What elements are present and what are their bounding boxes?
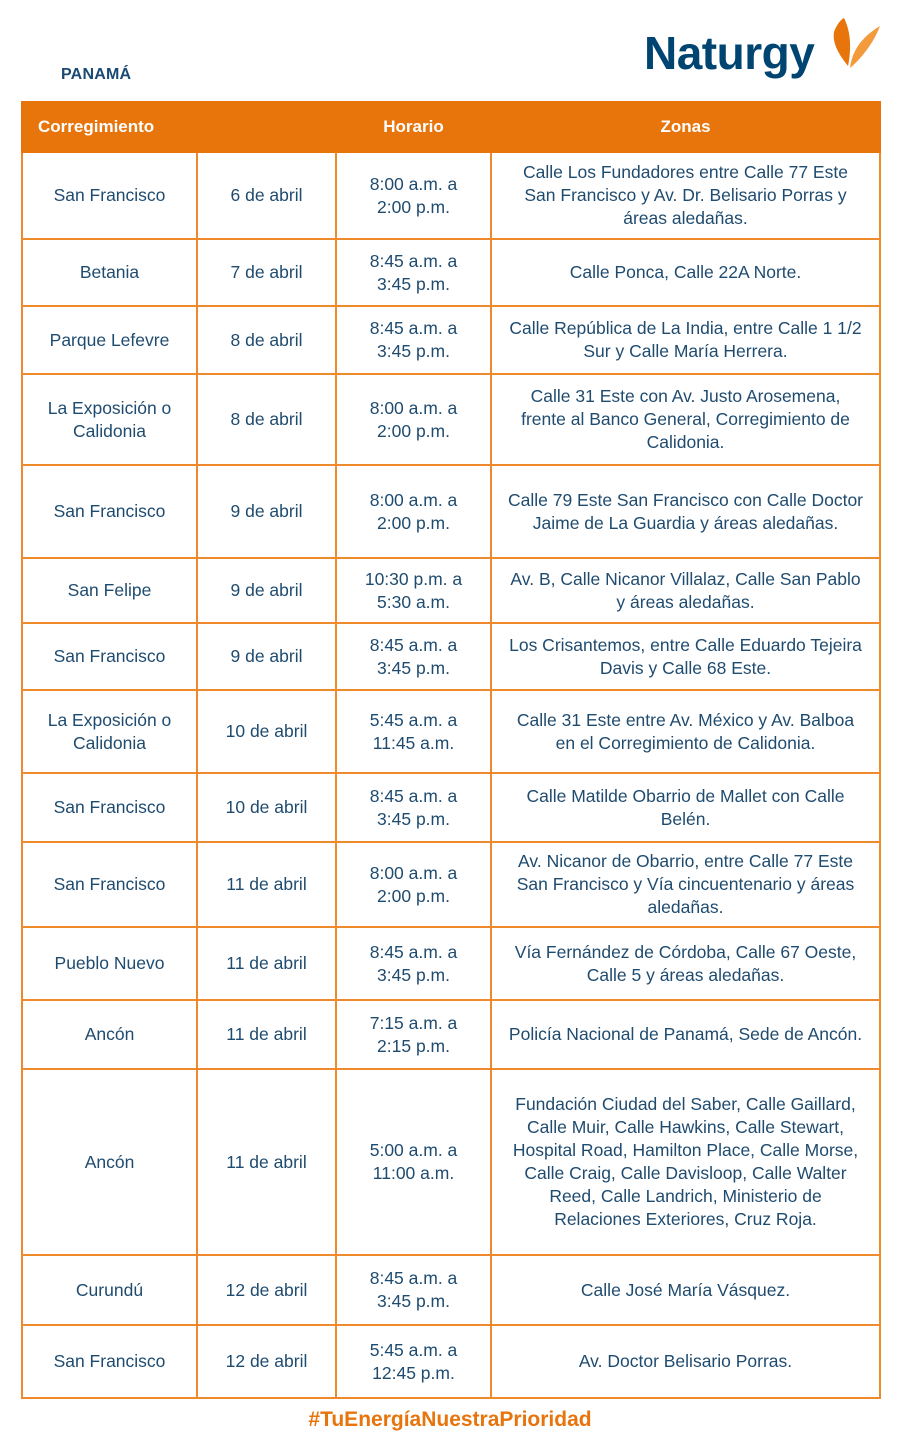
horario-fin: 2:00 p.m.: [377, 885, 450, 906]
cell-fecha: 12 de abril: [197, 1325, 336, 1398]
table-row: [22, 239, 880, 306]
cell-fecha: 6 de abril: [197, 152, 336, 239]
cell-horario: [336, 623, 491, 690]
cell-zonas: Policía Nacional de Panamá, Sede de Ancón.: [491, 1000, 880, 1069]
cell-fecha: 11 de abril: [197, 842, 336, 927]
horario-inicio: 8:45 a.m. a: [369, 941, 458, 962]
table-row: [22, 374, 880, 465]
cell-fecha: 9 de abril: [197, 623, 336, 690]
cell-zonas: Calle 31 Este con Av. Justo Arosemena, frente al Banco General, Corregimiento de Calidonia.: [491, 374, 880, 465]
column-header-horario: Horario: [336, 102, 491, 152]
cell-zonas: Vía Fernández de Córdoba, Calle 67 Oeste, Calle 5 y áreas aledañas.: [491, 927, 880, 1000]
cell-corregimiento: Betania: [22, 239, 197, 306]
table-row: [22, 690, 880, 773]
horario-inicio: 8:45 a.m. a: [369, 634, 458, 655]
cell-zonas: Calle Ponca, Calle 22A Norte.: [491, 239, 880, 306]
cell-fecha: 8 de abril: [197, 306, 336, 374]
cell-horario: [336, 374, 491, 465]
cell-fecha: 12 de abril: [197, 1255, 336, 1325]
cell-zonas: Fundación Ciudad del Saber, Calle Gaillard, Calle Muir, Calle Hawkins, Calle Stewart, Hospital Road, Hamilton Place, Calle Morse, Calle Craig, Calle Davisloop, Calle Walter Reed, Calle Landrich, Ministerio de Relaciones Exteriores, Cruz Roja.: [491, 1069, 880, 1255]
cell-corregimiento: Curundú: [22, 1255, 197, 1325]
cell-horario: [336, 1000, 491, 1069]
horario-inicio: 8:00 a.m. a: [369, 173, 458, 194]
cell-fecha: 10 de abril: [197, 773, 336, 842]
cell-corregimiento: La Exposición o Calidonia: [22, 374, 197, 465]
outage-schedule-table: [21, 101, 881, 1399]
horario-inicio: 8:45 a.m. a: [369, 1268, 458, 1288]
horario-fin: 2:00 p.m.: [377, 420, 450, 441]
horario-fin: 3:45 p.m.: [377, 657, 450, 678]
horario-inicio: 5:45 a.m. a: [369, 709, 458, 730]
cell-corregimiento: San Francisco: [22, 773, 197, 842]
cell-zonas: Calle 31 Este entre Av. México y Av. Balboa en el Corregimiento de Calidonia.: [491, 690, 880, 773]
horario-fin: 2:00 p.m.: [377, 196, 450, 217]
table-row: [22, 1325, 880, 1398]
table-row: [22, 1000, 880, 1069]
table-row: [22, 558, 880, 623]
cell-horario: [336, 152, 491, 239]
table-row: [22, 152, 880, 239]
naturgy-logo: [644, 16, 884, 86]
cell-corregimiento: San Francisco: [22, 1325, 197, 1398]
table-row: [22, 773, 880, 842]
horario-inicio: 10:30 p.m. a: [364, 568, 463, 589]
cell-horario: [336, 1325, 491, 1398]
cell-corregimiento: Ancón: [22, 1000, 197, 1069]
cell-fecha: 9 de abril: [197, 465, 336, 558]
cell-fecha: 11 de abril: [197, 927, 336, 1000]
cell-fecha: 11 de abril: [197, 1069, 336, 1255]
table-row: [22, 1255, 880, 1325]
cell-fecha: 7 de abril: [197, 239, 336, 306]
table-row: [22, 1069, 880, 1255]
horario-inicio: 5:00 a.m. a: [369, 1140, 458, 1160]
cell-fecha: 10 de abril: [197, 690, 336, 773]
table-row: [22, 842, 880, 927]
cell-horario: [336, 306, 491, 374]
cell-fecha: 9 de abril: [197, 558, 336, 623]
cell-horario: [336, 690, 491, 773]
horario-fin: 3:45 p.m.: [377, 1291, 450, 1311]
cell-zonas: Calle 79 Este San Francisco con Calle Doctor Jaime de La Guardia y áreas aledañas.: [491, 465, 880, 558]
cell-corregimiento: Pueblo Nuevo: [22, 927, 197, 1000]
cell-corregimiento: San Francisco: [22, 465, 197, 558]
horario-inicio: 8:45 a.m. a: [369, 250, 458, 271]
butterfly-icon: [830, 16, 882, 72]
cell-corregimiento: San Francisco: [22, 623, 197, 690]
cell-horario: [336, 1069, 491, 1255]
horario-fin: 12:45 p.m.: [372, 1362, 455, 1383]
cell-horario: [336, 1255, 491, 1325]
cell-fecha: 8 de abril: [197, 374, 336, 465]
cell-zonas: Calle Matilde Obarrio de Mallet con Calle Belén.: [491, 773, 880, 842]
horario-inicio: 5:45 a.m. a: [369, 1339, 458, 1360]
cell-horario: [336, 558, 491, 623]
cell-corregimiento: La Exposición o Calidonia: [22, 690, 197, 773]
horario-inicio: 8:45 a.m. a: [369, 318, 458, 338]
cell-fecha: 11 de abril: [197, 1000, 336, 1069]
horario-inicio: 8:45 a.m. a: [369, 785, 458, 806]
cell-horario: [336, 465, 491, 558]
column-header-corregimiento: Corregimiento: [22, 102, 197, 152]
cell-corregimiento: Parque Lefevre: [22, 306, 197, 374]
horario-fin: 5:30 a.m.: [377, 591, 450, 612]
cell-corregimiento: San Francisco: [22, 152, 197, 239]
cell-horario: [336, 927, 491, 1000]
cell-zonas: Los Crisantemos, entre Calle Eduardo Tejeira Davis y Calle 68 Este.: [491, 623, 880, 690]
horario-fin: 3:45 p.m.: [377, 964, 450, 985]
horario-inicio: 8:00 a.m. a: [369, 489, 458, 510]
horario-fin: 3:45 p.m.: [377, 341, 450, 361]
cell-horario: [336, 773, 491, 842]
campaign-hashtag: #TuEnergíaNuestraPrioridad: [308, 1408, 592, 1431]
cell-corregimiento: Ancón: [22, 1069, 197, 1255]
column-header-fecha: [197, 102, 336, 152]
cell-horario: [336, 239, 491, 306]
table-row: [22, 927, 880, 1000]
horario-inicio: 8:00 a.m. a: [369, 397, 458, 418]
horario-fin: 11:45 a.m.: [372, 732, 455, 753]
column-header-zonas: Zonas: [491, 102, 880, 152]
horario-fin: 2:15 p.m.: [377, 1035, 450, 1056]
table-row: [22, 465, 880, 558]
cell-zonas: Av. Doctor Belisario Porras.: [491, 1325, 880, 1398]
cell-zonas: Calle Los Fundadores entre Calle 77 Este San Francisco y Av. Dr. Belisario Porras y áreas aledañas.: [491, 152, 880, 239]
horario-fin: 3:45 p.m.: [377, 273, 450, 294]
horario-inicio: 8:00 a.m. a: [369, 862, 458, 883]
brand-name: Naturgy: [644, 27, 815, 79]
cell-zonas: Calle José María Vásquez.: [491, 1255, 880, 1325]
horario-fin: 3:45 p.m.: [377, 808, 450, 829]
horario-inicio: 7:15 a.m. a: [369, 1012, 458, 1033]
cell-zonas: Calle República de La India, entre Calle 1 1/2 Sur y Calle María Herrera.: [491, 306, 880, 374]
cell-corregimiento: San Francisco: [22, 842, 197, 927]
cell-horario: [336, 842, 491, 927]
horario-fin: 2:00 p.m.: [377, 512, 450, 533]
cell-zonas: Av. B, Calle Nicanor Villalaz, Calle San Pablo y áreas aledañas.: [491, 558, 880, 623]
table-row: [22, 623, 880, 690]
horario-fin: 11:00 a.m.: [372, 1163, 455, 1183]
table-header-row: [22, 102, 880, 152]
cell-zonas: Av. Nicanor de Obarrio, entre Calle 77 Este San Francisco y Vía cincuentenario y áreas aledañas.: [491, 842, 880, 927]
region-label: PANAMÁ: [61, 66, 132, 83]
cell-corregimiento: San Felipe: [22, 558, 197, 623]
table-row: [22, 306, 880, 374]
